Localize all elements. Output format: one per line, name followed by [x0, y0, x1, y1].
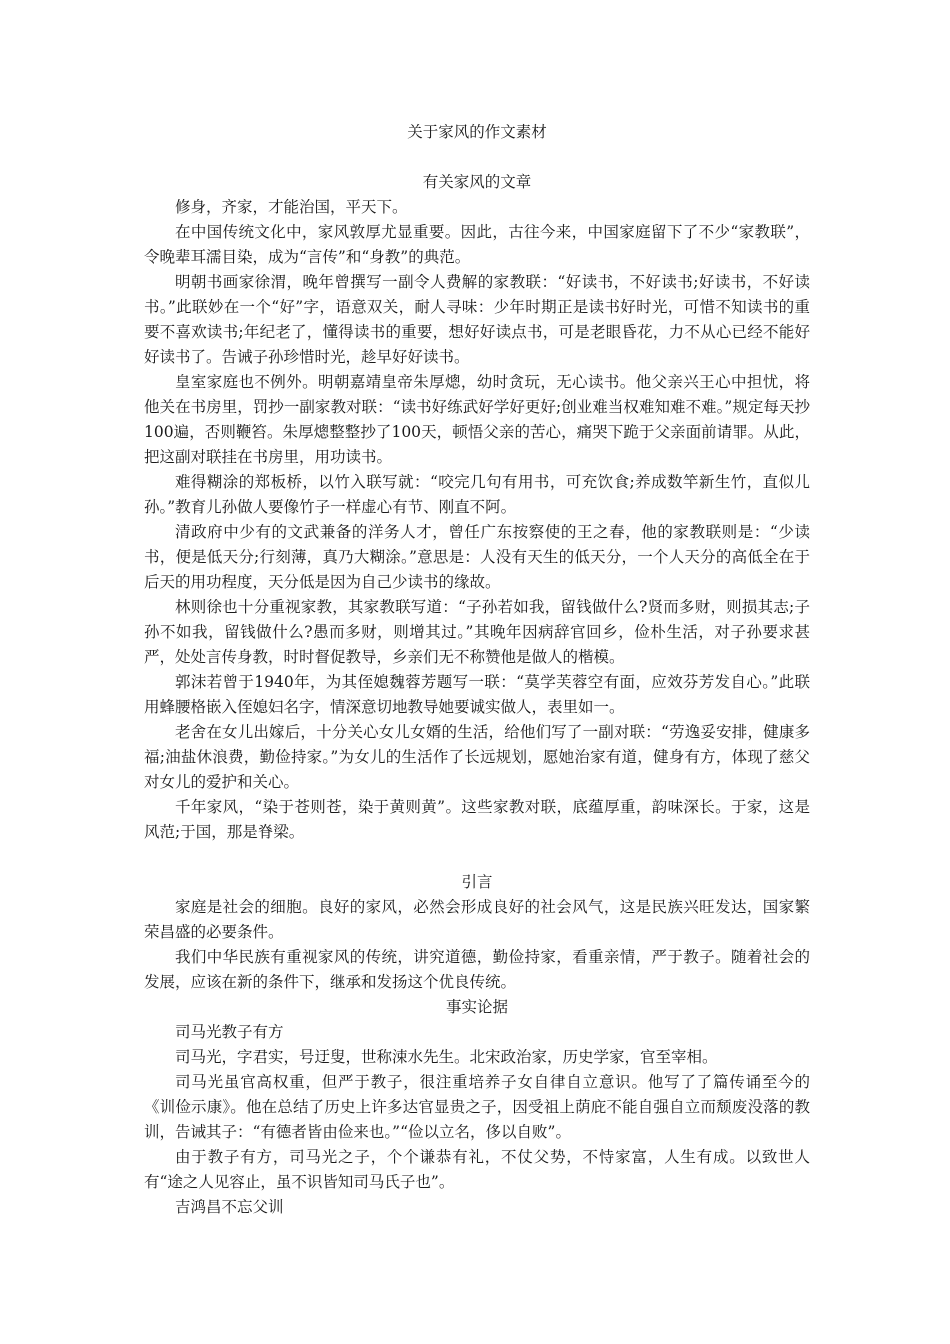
paragraph: 皇室家庭也不例外。明朝嘉靖皇帝朱厚熜，幼时贪玩，无心读书。他父亲兴王心中担忧，将他关在书房里，罚抄一副家教对联：“读书好练武好学好更好;创业难当权难知难不难。”规定每天抄100遍，否则鞭笞。朱厚熜整整抄了100天，顿悟父亲的苦心，痛哭下跪于父亲面前请罪。从此，把这副对联挂在书房里，用功读书。	[144, 373, 810, 466]
paragraph: 难得糊涂的郑板桥，以竹入联写就：“咬完几句有用书，可充饮食;养成数竿新生竹，直似儿孙。”教育儿孙做人要像竹子一样虚心有节、刚直不阿。	[144, 473, 810, 516]
paragraph: 郭沫若曾于1940年，为其侄媳魏蓉芳题写一联：“莫学芙蓉空有面，应效芬芳发自心。”此联用蜂腰格嵌入侄媳妇名字，情深意切地教导她要诚实做人，表里如一。	[144, 673, 810, 716]
section-heading-evidence: 事实论据	[445, 998, 508, 1016]
blank-line	[144, 845, 810, 870]
paragraph: 老舍在女儿出嫁后，十分关心女儿女婿的生活，给他们写了一副对联：“劳逸妥安排，健康多福;油盐休浪费，勤俭持家。”为女儿的生活作了长远规划，愿她治家有道，健身有方，体现了慈父对女儿的爱护和关心。	[144, 723, 810, 791]
subheading-sima-guang: 司马光教子有方	[175, 1023, 284, 1041]
paragraph: 我们中华民族有重视家风的传统，讲究道德，勤俭持家，看重亲情，严于教子。随着社会的发展，应该在新的条件下，继承和发扬这个优良传统。	[144, 948, 810, 991]
paragraph: 明朝书画家徐渭，晚年曾撰写一副令人费解的家教联：“好读书，不好读书;好读书，不好读书。”此联妙在一个“好”字，语意双关，耐人寻味：少年时期正是读书好时光，可惜不知读书的重要不喜欢读书;年纪老了，懂得读书的重要，想好好读点书，可是老眼昏花，力不从心已经不能好好读书了。告诫子孙珍惜时光，趁早好好读书。	[144, 273, 810, 366]
paragraph: 清政府中少有的文武兼备的洋务人才，曾任广东按察使的王之春，他的家教联则是：“少读书，便是低天分;行刻薄，真乃大糊涂。”意思是：人没有天生的低天分，一个人天分的高低全在于后天的用功程度，天分低是因为自己少读书的缘故。	[144, 523, 810, 591]
paragraph: 修身，齐家，才能治国，平天下。	[175, 198, 408, 216]
paragraph: 司马光虽官高权重，但严于教子，很注重培养子女自律自立意识。他写了了篇传诵至今的《训俭示康》。他在总结了历史上许多达官显贵之子，因受祖上荫庇不能自强自立而颓废没落的教训，告诫其子：“有德者皆由俭来也。”“俭以立名，侈以自败”。	[144, 1073, 810, 1141]
document-title: 关于家风的作文素材	[407, 123, 547, 141]
section-heading-articles: 有关家风的文章	[422, 173, 532, 191]
paragraph: 林则徐也十分重视家教，其家教联写道：“子孙若如我，留钱做什么?贤而多财，则损其志;子孙不如我，留钱做什么?愚而多财，则增其过。”其晚年因病辞官回乡，俭朴生活，对子孙要求甚严，处处言传身教，时时督促教导，乡亲们无不称赞他是做人的楷模。	[144, 598, 810, 666]
paragraph: 在中国传统文化中，家风敦厚尤显重要。因此，古往今来，中国家庭留下了不少“家教联”，令晚辈耳濡目染，成为“言传”和“身教”的典范。	[144, 223, 810, 266]
paragraph: 千年家风，“染于苍则苍，染于黄则黄”。这些家教对联，底蕴厚重，韵味深长。于家，这是风范;于国，那是脊梁。	[144, 798, 810, 841]
document-body	[144, 120, 810, 1220]
section-heading-introduction: 引言	[461, 873, 493, 891]
subheading-ji-hongchang: 吉鸿昌不忘父训	[175, 1198, 284, 1216]
paragraph: 家庭是社会的细胞。良好的家风，必然会形成良好的社会风气，这是民族兴旺发达，国家繁荣昌盛的必要条件。	[144, 898, 810, 941]
paragraph: 司马光，字君实，号迂叟，世称涑水先生。北宋政治家，历史学家，官至宰相。	[175, 1048, 718, 1066]
paragraph: 由于教子有方，司马光之子，个个谦恭有礼，不仗父势，不恃家富，人生有成。以致世人有“途之人见容止，虽不识皆知司马氏子也”。	[144, 1148, 810, 1191]
